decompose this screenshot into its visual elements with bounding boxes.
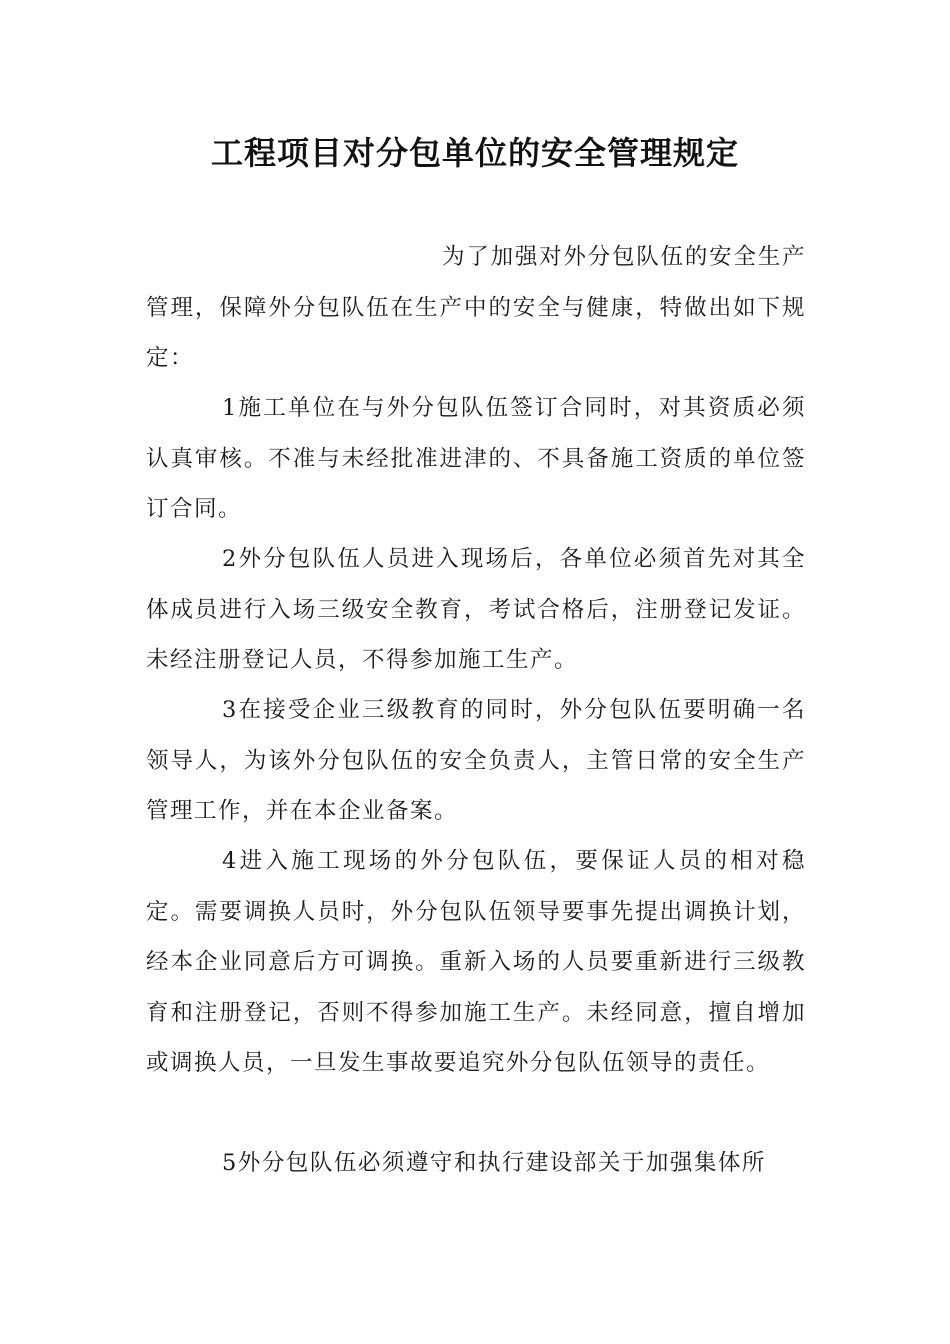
document-title: 工程项目对分包单位的安全管理规定	[210, 134, 739, 172]
clause-2-paragraph: 2外分包队伍人员进入现场后，各单位必须首先对其全体成员进行入场三级安全教育，考试合格后，注册登记发证。未经注册登记人员，不得参加施工生产。	[146, 546, 806, 674]
clause-3-paragraph: 3在接受企业三级教育的同时，外分包队伍要明确一名领导人，为该外分包队伍的安全负责人，主管日常的安全生产管理工作，并在本企业备案。	[146, 697, 806, 825]
clause-5-paragraph: 5外分包队伍必须遵守和执行建设部关于加强集体所	[222, 1150, 766, 1176]
clause-4-paragraph: 4进入施工现场的外分包队伍，要保证人员的相对稳定。需要调换人员时，外分包队伍领导要事先提出调换计划，经本企业同意后方可调换。重新入场的人员要重新进行三级教育和注册登记，否则不得参加施工生产。未经同意，擅自增加或调换人员，一旦发生事故要追究外分包队伍领导的责任。	[146, 848, 806, 1077]
clause-1-paragraph: 1施工单位在与外分包队伍签订合同时，对其资质必须认真审核。不准与未经批准进津的、不具备施工资质的单位签订合同。	[146, 395, 806, 523]
intro-paragraph: 为了加强对外分包队伍的安全生产管理，保障外分包队伍在生产中的安全与健康，特做出如下规定：	[146, 244, 806, 372]
